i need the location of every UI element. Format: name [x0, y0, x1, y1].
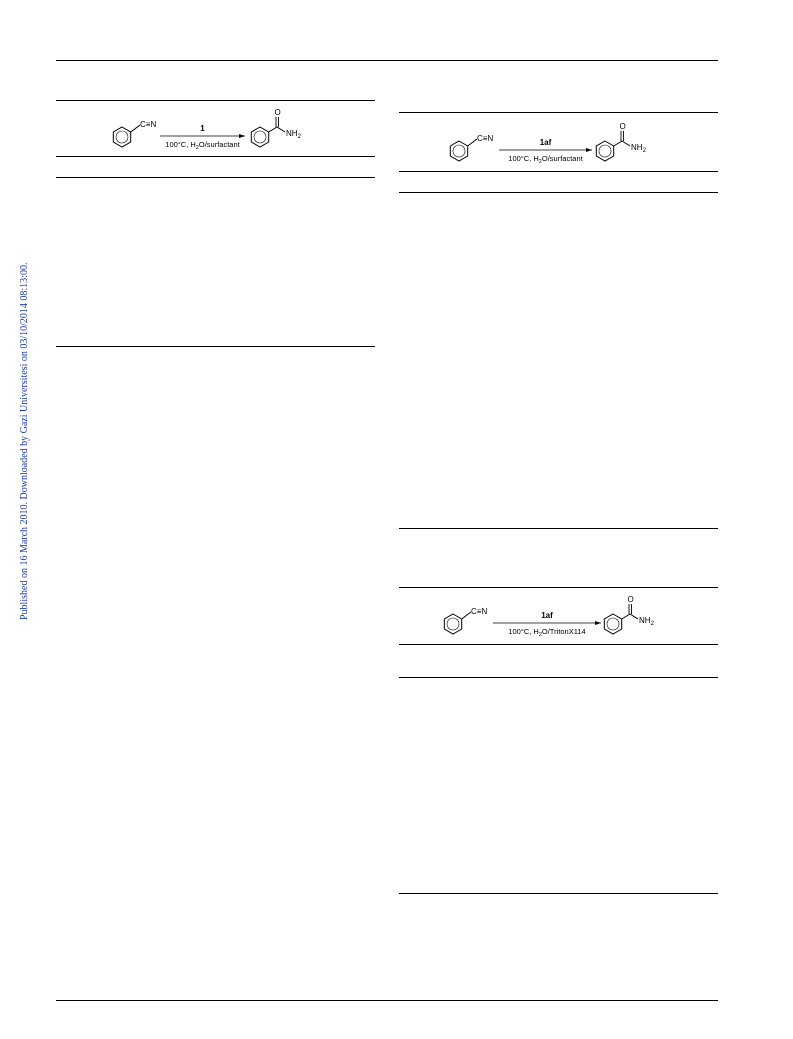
- table-1-scheme-rule: [56, 156, 375, 157]
- benzonitrile-structure: [444, 607, 487, 634]
- table-3-bottom-rule: [399, 893, 718, 894]
- carbonyl-oxygen-label: O: [619, 122, 626, 131]
- arrow-head: [586, 148, 592, 152]
- nitrile-label: C≡N: [471, 607, 488, 616]
- benzonitrile-structure: [450, 134, 493, 161]
- conditions-label: 100°C, $H_2O/TritonX114$: [508, 627, 586, 638]
- scheme-svg: [441, 590, 683, 642]
- table-2-header-rule: [399, 192, 718, 193]
- table-3-scheme-rule: [399, 644, 718, 645]
- benzamide-structure: [596, 122, 646, 161]
- benzamide-structure: [251, 108, 301, 147]
- watermark-text: Published on 16 March 2010. Downloaded by Gazi Universitesi on 03/10/2014 08:13:00.: [19, 262, 30, 620]
- reaction-scheme-2: [447, 117, 672, 169]
- nitrile-label: C≡N: [477, 134, 494, 143]
- page-header-rule: [56, 60, 718, 61]
- amine-label: $NH_2$: [639, 616, 654, 627]
- conditions-label: 100°C, $H_2O$/surfactant: [508, 154, 583, 165]
- reaction-scheme-3: [441, 590, 681, 642]
- table-1-bottom-rule: [56, 346, 375, 347]
- nitrile-label: C≡N: [140, 120, 157, 129]
- carbonyl-oxygen-label: O: [274, 108, 281, 117]
- conditions-label: 100°C, $H_2O$/surfactant: [165, 140, 240, 151]
- scheme-svg: [110, 103, 330, 155]
- table-1-header-rule: [56, 177, 375, 178]
- table-2-top-rule: [399, 112, 718, 113]
- catalyst-label: 1af: [539, 138, 552, 147]
- download-watermark: [5, 235, 30, 620]
- scheme-svg: [447, 117, 675, 169]
- table-2-bottom-rule: [399, 528, 718, 529]
- table-1-top-rule: [56, 100, 375, 101]
- page-footer-rule: [56, 1000, 718, 1001]
- catalyst-label: 1: [200, 124, 205, 133]
- arrow-head: [239, 134, 245, 138]
- catalyst-label: 1af: [541, 611, 553, 620]
- amine-label: $NH_2$: [286, 129, 301, 140]
- arrow-head: [595, 621, 601, 625]
- amine-label: $NH_2$: [631, 143, 646, 154]
- carbonyl-oxygen-label: O: [627, 595, 634, 604]
- table-3-top-rule: [399, 587, 718, 588]
- table-2-scheme-rule: [399, 171, 718, 172]
- reaction-scheme-1: [110, 103, 330, 155]
- benzamide-structure: [604, 595, 654, 634]
- benzonitrile-structure: [113, 120, 156, 147]
- table-3-header-rule: [399, 677, 718, 678]
